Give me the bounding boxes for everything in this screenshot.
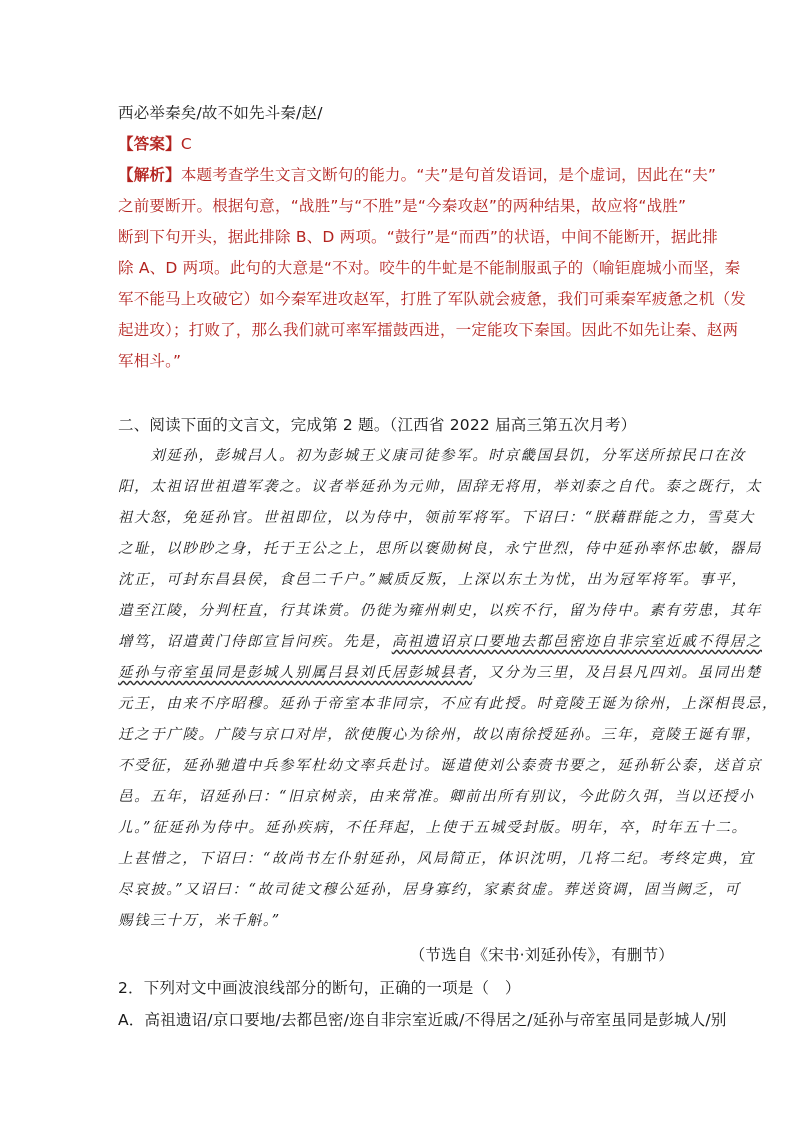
previous-answer-line: 西必举秦矣/故不如先斗秦/赵/ [118, 104, 323, 122]
passage-line: 尽哀披。”又诏曰：“故司徒文穆公延孙，居身寡约，家素贫虚。葬送资调，固当阙乏，可 [118, 882, 741, 898]
answer-value: C [180, 135, 192, 153]
passage-line: 儿。”征延孙为侍中。延孙疾病，不任拜起，上使于五城受封版。明年，卒，时年五十二。 [118, 820, 748, 836]
passage-line: 之耻，以眇眇之身，托于王公之上，思所以褒勋树良，永宁世烈，侍中延孙率怀忠敏，器局 [118, 541, 762, 557]
analysis-line: 起进攻）；打败了，那么我们就可率军擂鼓西进，一定能攻下秦国。因此不如先让秦、赵两 [118, 321, 739, 339]
option-a: A．高祖遗诏/京口要地/去都邑密/迩自非宗室近戚/不得居之/延孙与帝室虽同是彭城人/别 [118, 1011, 727, 1029]
passage-line: 沈正，可封东昌县侯，食邑二千户。”臧质反叛，上深以东土为忧，出为冠军将军。事平， [118, 572, 748, 588]
source-note: （节选自《宋书·刘延孙传》，有删节） [409, 946, 674, 964]
analysis-tag: 【解析】 [118, 166, 181, 184]
passage-line: 赐钱三十万，米千斛。” [118, 913, 281, 929]
passage-line: 增笃，诏遣黄门侍郎宣旨问疾。先是，高祖遗诏京口要地去都邑密迩自非宗室近戚不得居之 [118, 634, 763, 650]
analysis-line: 军相斗。” [118, 352, 182, 370]
analysis-line: 【解析】本题考查学生文言文断句的能力。“夫”是句首发语词，是个虚词，因此在“夫” [118, 166, 717, 184]
passage-line: 迁之于广陵。广陵与京口对岸，欲使腹心为徐州，故以南徐授延孙。三年，竟陵王诞有罪， [118, 727, 762, 743]
analysis-line: 之前要断开。根据句意，“战胜”与“不胜”是“今秦攻赵”的两种结果，故应将“战胜” [118, 197, 687, 215]
answer-row [118, 134, 688, 154]
passage-line: 阳，太祖诏世祖遣军袭之。议者举延孙为元帅，固辞无将用，举刘泰之自代。泰之既行，太 [118, 479, 762, 495]
wavy-underlined-text: 延孙与帝室虽同是彭城人别属吕县刘氏居彭城县者 [118, 665, 473, 681]
analysis-line: 除 A、D 两项。此句的大意是“不对。咬牛的牛虻是不能制服虱子的（喻钜鹿城小而坚，秦 [118, 259, 741, 277]
passage-line: 遣至江陵，分判枉直，行其诛赏。仍徙为雍州刺史，以疾不行，留为侍中。素有劳患，其年 [118, 603, 762, 619]
passage-line: 邑。五年，诏延孙曰：“旧京树亲，由来常准。卿前出所有别议，今此防久弭，当以还授小 [118, 789, 755, 805]
passage-line: 不受征，延孙驰遣中兵参军杜幼文率兵赴讨。诞遣使刘公泰赍书要之，延孙斩公泰，送首京 [118, 758, 762, 774]
analysis-line: 军不能马上攻破它）如今秦军进攻赵军，打胜了军队就会疲惫，我们可乘秦军疲惫之机（发 [118, 290, 747, 308]
analysis-line: 断到下句开头，据此排除 B、D 两项。“鼓行”是“而西”的状语，中间不能断开，据此排 [118, 228, 718, 246]
section-heading: 二、阅读下面的文言文，完成第 2 题。（江西省 2022 届高三第五次月考） [118, 416, 637, 434]
passage-line: 上甚惜之，下诏曰：“故尚书左仆射延孙，风局简正，体识沈明，几将二纪。考终定典，宜 [118, 851, 755, 867]
passage-line: 祖大怒，免延孙官。世祖即位，以为侍中，领前军将军。下诏曰：“朕藉群能之力，雪莫大 [118, 510, 755, 526]
passage-line: 元王，由来不序昭穆。延孙于帝室本非同宗，不应有此授。时竟陵王诞为徐州，上深相畏忌， [118, 696, 779, 712]
passage-line: 刘延孙，彭城吕人。初为彭城王义康司徒参军。时京畿国县饥，分军送所掠民口在汝 [118, 448, 746, 464]
answer-tag: 【答案】 [118, 135, 181, 153]
passage-line: 延孙与帝室虽同是彭城人别属吕县刘氏居彭城县者，又分为三里，及吕县凡四刘。虽同出楚 [118, 665, 763, 681]
question-stem: 2．下列对文中画波浪线部分的断句，正确的一项是（ ） [118, 979, 521, 997]
wavy-underlined-text: 高祖遗诏京口要地去都邑密迩自非宗室近戚不得居之 [391, 634, 763, 650]
